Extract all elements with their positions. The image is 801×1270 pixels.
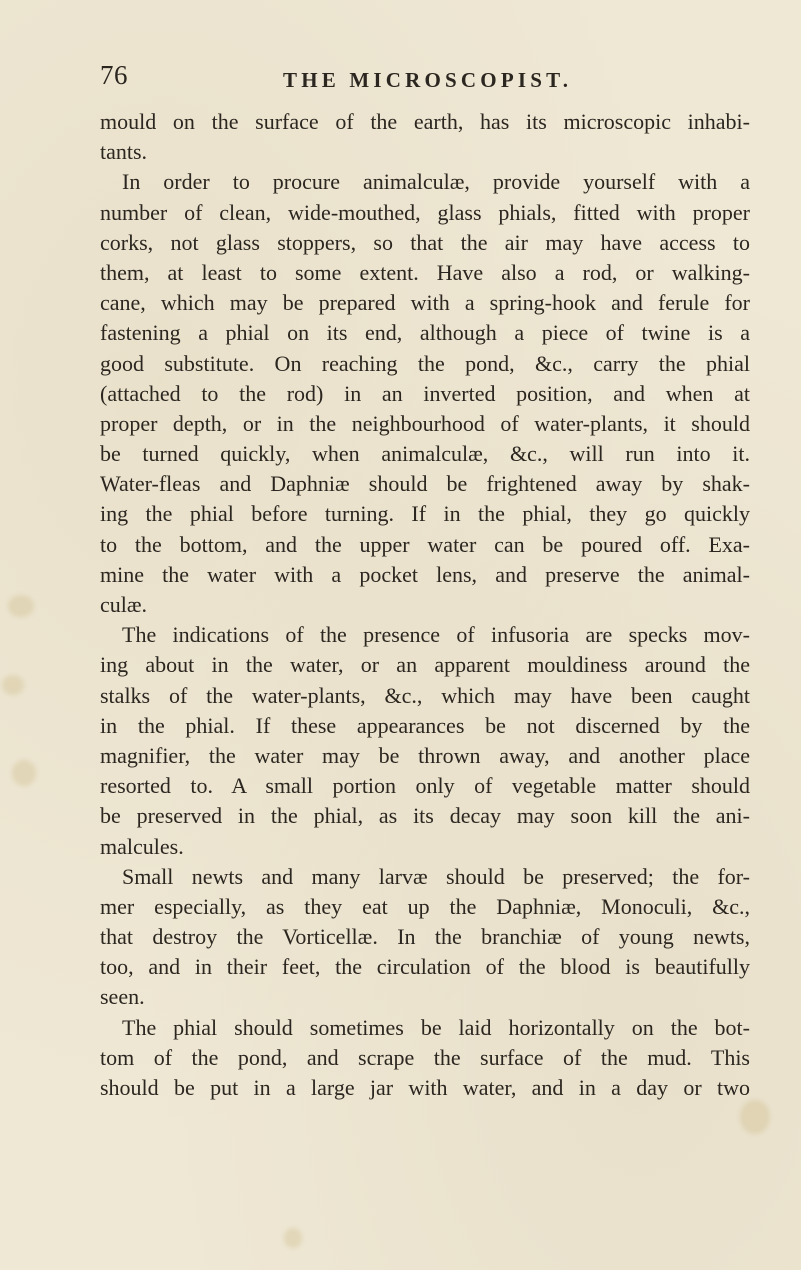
- paper-stain: [12, 760, 36, 786]
- text-line: tants.: [100, 139, 148, 165]
- text-line: should be put in a large jar with water, and in a day or two: [100, 1075, 750, 1100]
- text-line: magnifier, the water may be thrown away, and another place: [100, 742, 750, 768]
- page-header: [100, 60, 750, 100]
- text-line: corks, not glass stoppers, so that the air may have access to: [100, 229, 750, 255]
- text-line: In order to procure animalculæ, provide yourself with a: [122, 169, 750, 195]
- text-line: that destroy the Vorticellæ. In the branchiæ of young newts,: [100, 924, 750, 950]
- running-head: THE MICROSCOPIST.: [283, 68, 573, 92]
- text-line: good substitute. On reaching the pond, &c., carry the phial: [100, 350, 750, 376]
- text-line: culæ.: [100, 592, 148, 617]
- text-line: mer especially, as they eat up the Daphniæ, Monoculi, &c.,: [100, 893, 750, 919]
- text-line: be turned quickly, when animalculæ, &c., will run into it.: [100, 441, 750, 467]
- page-number: 76: [100, 60, 128, 90]
- paper-stain: [740, 1100, 770, 1134]
- text-line: The phial should sometimes be laid horizontally on the bot-: [122, 1014, 750, 1040]
- text-line: resorted to. A small portion only of vegetable matter should: [100, 773, 750, 799]
- paper-stain: [2, 675, 24, 695]
- text-line: malcules.: [100, 833, 184, 859]
- text-line: mould on the surface of the earth, has its microscopic inhabi-: [100, 109, 750, 134]
- text-line: too, and in their feet, the circulation of the blood is beautifully: [100, 954, 750, 980]
- text-line: The indications of the presence of infusoria are specks mov-: [122, 622, 750, 648]
- text-line: to the bottom, and the upper water can be poured off. Exa-: [100, 531, 750, 557]
- text-line: be preserved in the phial, as its decay may soon kill the ani-: [100, 803, 750, 829]
- text-line: seen.: [100, 984, 145, 1010]
- paper-stain: [8, 595, 34, 617]
- text-line: them, at least to some extent. Have also a rod, or walking-: [100, 259, 750, 285]
- text-line: mine the water with a pocket lens, and preserve the animal-: [100, 561, 750, 587]
- text-line: ing about in the water, or an apparent mouldiness around the: [100, 652, 750, 678]
- text-line: Small newts and many larvæ should be preserved; the for-: [122, 863, 750, 889]
- text-line: in the phial. If these appearances be not discerned by the: [100, 712, 750, 738]
- text-line: ing the phial before turning. If in the phial, they go quickly: [100, 501, 750, 527]
- text-line: number of clean, wide-mouthed, glass phials, fitted with proper: [100, 199, 750, 225]
- text-line: (attached to the rod) in an inverted position, and when at: [100, 380, 750, 406]
- text-line: stalks of the water-plants, &c., which may have been caught: [100, 682, 750, 708]
- text-line: fastening a phial on its end, although a piece of twine is a: [100, 320, 750, 346]
- paper-stain: [284, 1228, 302, 1248]
- text-line: cane, which may be prepared with a spring-hook and ferule for: [100, 290, 750, 316]
- text-line: tom of the pond, and scrape the surface of the mud. This: [100, 1044, 750, 1070]
- text-line: Water-fleas and Daphniæ should be frightened away by shak-: [100, 471, 750, 497]
- text-line: proper depth, or in the neighbourhood of water-plants, it should: [100, 410, 750, 436]
- body-text: [100, 107, 750, 1103]
